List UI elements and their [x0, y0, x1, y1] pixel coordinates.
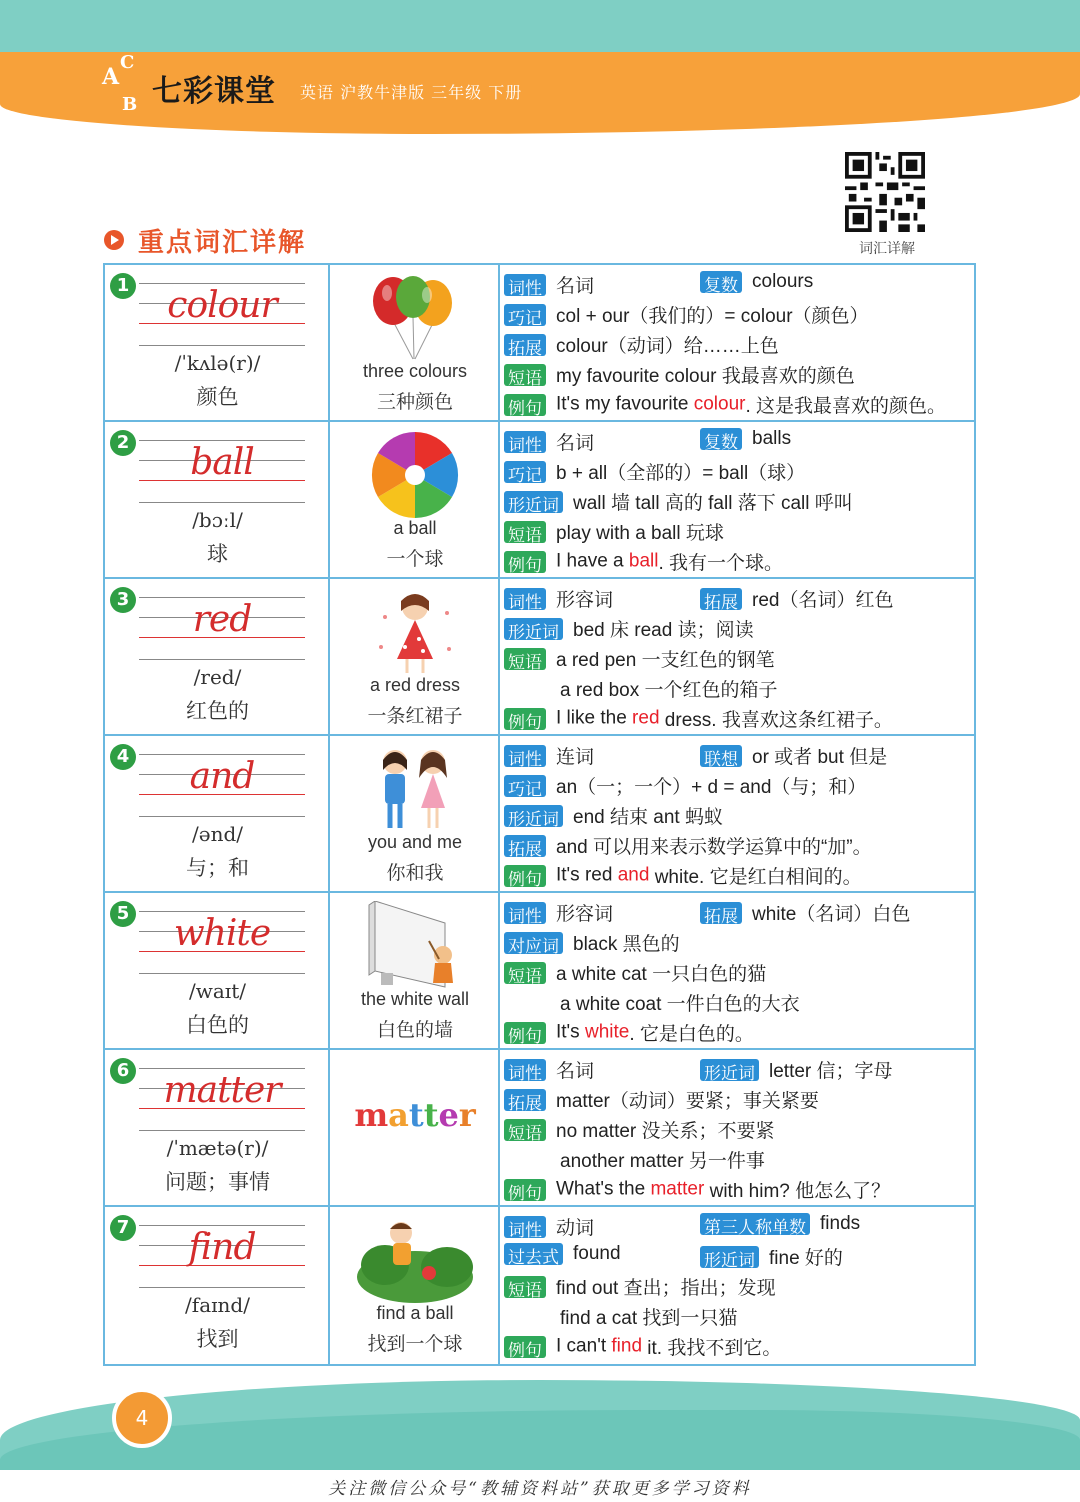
info-line — [504, 989, 800, 1015]
chinese-meaning: 找到 — [196, 1327, 239, 1351]
example-highlight: ball — [628, 550, 659, 572]
guide-line — [139, 659, 305, 660]
info-line — [504, 391, 946, 417]
info-cell — [500, 1207, 974, 1364]
info-line — [504, 488, 853, 514]
info-tag: 拓展 — [700, 588, 742, 610]
footer-note: 关注微信公众号“教辅资料站”获取更多学习资料 — [328, 1479, 752, 1499]
info-tag: 例句 — [504, 865, 546, 887]
info-text: matter（动词）要紧；事关紧要 — [556, 1091, 819, 1112]
info-line — [504, 1019, 754, 1045]
info-text: finds — [820, 1213, 861, 1234]
word-cell — [105, 1050, 330, 1205]
info-tag: 词性 — [504, 1059, 546, 1081]
info-text: or 或者 but 但是 — [752, 747, 888, 768]
entry-number-badge: 2 — [110, 430, 136, 456]
chinese-meaning: 与；和 — [186, 856, 249, 880]
beach-ball-icon — [355, 430, 475, 518]
guide-line — [139, 973, 305, 974]
picture-caption-en: a red dress — [369, 675, 461, 695]
info-line — [504, 1273, 776, 1299]
info-text: found — [573, 1243, 621, 1264]
info-text: red（名词）红色 — [752, 590, 894, 611]
example-text: I like the — [556, 707, 633, 729]
info-tag: 拓展 — [504, 835, 546, 857]
info-col2 — [700, 742, 887, 769]
phonetic: /ənd/ — [192, 822, 243, 846]
example-text: I have a — [556, 550, 629, 572]
entry-number-badge: 1 — [110, 273, 136, 299]
info-text: black 黑色的 — [573, 934, 680, 955]
info-tag: 巧记 — [504, 461, 546, 483]
info-col2 — [700, 1056, 893, 1083]
info-text: find out 查出；指出；发现 — [556, 1278, 776, 1299]
example-text: It's my favourite — [556, 393, 694, 415]
info-tag: 形近词 — [504, 805, 563, 827]
info-tag: 拓展 — [504, 1089, 546, 1111]
example-highlight: matter — [650, 1178, 705, 1200]
info-tag: 形近词 — [504, 618, 563, 640]
two-girls-icon — [355, 744, 475, 832]
info-text: white（名词）白色 — [752, 904, 911, 925]
info-text: 名词 — [556, 276, 595, 297]
info-text: letter 信；字母 — [769, 1061, 893, 1082]
example-text: white. 它是红白相间的。 — [649, 867, 862, 888]
table-row — [105, 265, 974, 422]
info-text: end 结束 ant 蚂蚁 — [573, 807, 723, 828]
info-col2 — [700, 1213, 861, 1238]
info-text: balls — [752, 428, 792, 449]
example-text: . 我有一个球。 — [658, 553, 784, 574]
picture-cell — [330, 893, 500, 1048]
picture-caption-en: a ball — [393, 518, 437, 538]
phonetic: /ˈmætə(r)/ — [166, 1136, 269, 1160]
example-text: . 它是白色的。 — [629, 1024, 754, 1045]
word-cell — [105, 422, 330, 577]
picture-cell — [330, 736, 500, 891]
info-text: 动词 — [556, 1218, 595, 1239]
table-row — [105, 1207, 974, 1364]
info-tag: 短语 — [504, 1119, 546, 1141]
vocab-table — [103, 263, 976, 1366]
info-line — [504, 1333, 781, 1359]
info-col2 — [700, 271, 814, 296]
info-text: a white coat 一件白色的大衣 — [560, 994, 800, 1015]
info-line — [504, 772, 866, 798]
info-line — [504, 645, 775, 671]
entry-number-badge: 3 — [110, 587, 136, 613]
picture-cell — [330, 1050, 500, 1205]
logo-letters — [100, 52, 160, 120]
info-tag: 短语 — [504, 1276, 546, 1298]
info-text: b + all（全部的）= ball（球） — [556, 463, 806, 484]
example-text: with him? 他怎么了？ — [704, 1181, 891, 1202]
guide-line — [139, 283, 305, 284]
guide-line — [139, 440, 305, 441]
matter-letters-icon: matter — [354, 1096, 476, 1134]
vocab-word: colour — [167, 285, 277, 326]
info-text: my favourite colour 我最喜欢的颜色 — [556, 366, 855, 387]
example-text: dress. 我喜欢这条红裙子。 — [659, 710, 893, 731]
guide-line — [139, 1287, 305, 1288]
info-line — [504, 301, 869, 327]
chinese-meaning: 问题；事情 — [165, 1170, 270, 1194]
info-tag: 对应词 — [504, 932, 563, 954]
phonetic: /red/ — [193, 665, 242, 689]
vocab-word: find — [188, 1227, 256, 1268]
info-tag: 巧记 — [504, 304, 546, 326]
page-number: 4 — [112, 1388, 172, 1448]
info-tag: 第三人称单数 — [700, 1213, 810, 1235]
info-line — [504, 271, 814, 299]
example-text: I can't — [556, 1335, 612, 1357]
info-text: wall 墙 tall 高的 fall 落下 call 呼叫 — [573, 493, 853, 514]
info-tag: 过去式 — [504, 1243, 563, 1265]
info-cell — [500, 422, 974, 577]
picture-caption-en: three colours — [362, 361, 468, 381]
word-cell — [105, 265, 330, 420]
info-text: 连词 — [556, 747, 595, 768]
example-highlight: find — [611, 1335, 643, 1357]
info-cell — [500, 1050, 974, 1205]
table-row — [105, 893, 974, 1050]
vocab-word: and — [189, 756, 255, 797]
picture-caption-en: you and me — [367, 832, 463, 852]
picture-caption-cn: 一个球 — [386, 548, 444, 570]
picture-caption-en: the white wall — [360, 989, 470, 1009]
info-text: a red box 一个红色的箱子 — [560, 680, 778, 701]
balloons-icon — [355, 273, 475, 361]
info-tag: 拓展 — [504, 334, 546, 356]
vocab-word: matter — [163, 1070, 281, 1111]
info-tag: 短语 — [504, 521, 546, 543]
info-tag: 词性 — [504, 1216, 546, 1238]
info-tag: 短语 — [504, 364, 546, 386]
info-tag: 词性 — [504, 902, 546, 924]
brand-logo: 七彩课堂 — [152, 74, 276, 109]
word-cell — [105, 579, 330, 734]
info-line — [504, 548, 783, 574]
example-text: it. 我找不到它。 — [642, 1338, 782, 1359]
guide-line — [139, 816, 305, 817]
painting-wall-icon — [355, 901, 475, 989]
info-text: 形容词 — [556, 590, 614, 611]
info-line — [504, 832, 872, 858]
phonetic: /ˈkʌlə(r)/ — [174, 351, 261, 375]
picture-cell — [330, 1207, 500, 1364]
info-cell — [500, 736, 974, 891]
entry-number-badge: 4 — [110, 744, 136, 770]
info-line — [504, 518, 724, 544]
picture-cell — [330, 265, 500, 420]
info-text: 名词 — [556, 433, 595, 454]
info-line — [504, 458, 805, 484]
info-cell — [500, 893, 974, 1048]
info-tag: 复数 — [700, 428, 742, 450]
info-line — [504, 899, 911, 927]
chinese-meaning: 球 — [207, 542, 228, 566]
info-line — [504, 331, 779, 357]
info-line — [504, 742, 888, 770]
phonetic: /faɪnd/ — [185, 1293, 250, 1317]
vocab-word: white — [173, 913, 271, 954]
info-text: an（一；一个）+ d = and（与；和） — [556, 777, 867, 798]
info-text: and 可以用来表示数学运算中的“加”。 — [556, 837, 872, 858]
guide-line — [139, 1225, 305, 1226]
info-line — [504, 1116, 775, 1142]
guide-line — [139, 597, 305, 598]
info-tag: 例句 — [504, 1336, 546, 1358]
info-line — [504, 585, 894, 613]
guide-line — [139, 1068, 305, 1069]
boy-finding-ball-icon — [355, 1215, 475, 1303]
info-line — [504, 361, 855, 387]
info-col2 — [700, 428, 792, 453]
logo-letter: B — [122, 94, 138, 115]
info-tag: 例句 — [504, 1179, 546, 1201]
example-highlight: colour — [693, 393, 746, 415]
info-text: colour（动词）给……上色 — [556, 336, 779, 357]
info-tag: 例句 — [504, 394, 546, 416]
logo-letter: A — [102, 64, 120, 90]
info-tag: 短语 — [504, 962, 546, 984]
info-col2 — [700, 1243, 843, 1270]
example-text: It's — [556, 1021, 585, 1043]
entry-number-badge: 5 — [110, 901, 136, 927]
info-tag: 形近词 — [504, 491, 563, 513]
entry-number-badge: 6 — [110, 1058, 136, 1084]
info-line — [504, 1213, 861, 1241]
table-row — [105, 579, 974, 736]
qr-code-icon[interactable] — [845, 152, 925, 232]
chinese-meaning: 白色的 — [186, 1013, 249, 1037]
guide-line — [139, 754, 305, 755]
picture-caption-en: find a ball — [376, 1303, 454, 1323]
info-line — [504, 1176, 890, 1202]
vocab-word: ball — [190, 442, 254, 483]
info-tag: 词性 — [504, 745, 546, 767]
info-line — [504, 862, 862, 888]
info-col2 — [700, 899, 910, 926]
info-tag: 词性 — [504, 588, 546, 610]
info-tag: 复数 — [700, 271, 742, 293]
chinese-meaning: 颜色 — [196, 385, 239, 409]
info-line — [504, 615, 754, 641]
table-row — [105, 422, 974, 579]
info-text: a red pen 一支红色的钢笔 — [556, 650, 775, 671]
info-line — [504, 428, 792, 456]
girl-red-dress-icon — [355, 587, 475, 675]
table-row — [105, 1050, 974, 1207]
phonetic: /waɪt/ — [189, 979, 246, 1003]
info-line — [504, 1086, 819, 1112]
info-text: col + our（我们的）= colour（颜色） — [556, 306, 869, 327]
info-line — [504, 959, 766, 985]
info-tag: 例句 — [504, 708, 546, 730]
info-line — [504, 705, 893, 731]
info-text: play with a ball 玩球 — [556, 523, 724, 544]
info-text: find a cat 找到一只猫 — [560, 1308, 738, 1329]
guide-line — [139, 502, 305, 503]
qr-caption: 词汇详解 — [859, 241, 915, 257]
info-tag: 词性 — [504, 274, 546, 296]
picture-caption-cn: 你和我 — [386, 862, 444, 884]
info-tag: 巧记 — [504, 775, 546, 797]
guide-line — [139, 345, 305, 346]
info-tag: 形近词 — [700, 1059, 759, 1081]
info-text: 形容词 — [556, 904, 614, 925]
example-text: It's red — [556, 864, 618, 886]
info-text: colours — [752, 271, 814, 292]
example-text: What's the — [556, 1178, 651, 1200]
info-text: 名词 — [556, 1061, 595, 1082]
picture-caption-cn: 一条红裙子 — [367, 705, 463, 727]
section-title: 重点词汇详解 — [138, 228, 307, 258]
info-cell — [500, 579, 974, 734]
picture-cell — [330, 579, 500, 734]
info-line — [504, 675, 778, 701]
info-tag: 例句 — [504, 551, 546, 573]
picture-caption-cn: 找到一个球 — [367, 1333, 463, 1355]
example-text: . 这是我最喜欢的颜色。 — [745, 396, 947, 417]
logo-letter: C — [120, 52, 135, 73]
guide-line — [139, 1130, 305, 1131]
vocab-word: red — [192, 599, 252, 640]
chinese-meaning: 红色的 — [186, 699, 249, 723]
info-tag: 联想 — [700, 745, 742, 767]
word-cell — [105, 736, 330, 891]
example-highlight: red — [632, 707, 660, 729]
info-text: another matter 另一件事 — [560, 1151, 765, 1172]
info-line — [504, 1243, 843, 1271]
play-bullet-icon — [104, 230, 124, 250]
info-text: a white cat 一只白色的猫 — [556, 964, 767, 985]
info-line — [504, 802, 723, 828]
entry-number-badge: 7 — [110, 1215, 136, 1241]
info-col2 — [700, 585, 893, 612]
info-tag: 形近词 — [700, 1246, 759, 1268]
picture-caption-cn: 三种颜色 — [376, 391, 453, 413]
picture-cell — [330, 422, 500, 577]
picture-caption-cn: 白色的墙 — [376, 1019, 453, 1041]
info-text: bed 床 read 读；阅读 — [573, 620, 754, 641]
book-subtitle: 英语 沪教牛津版 三年级 下册 — [300, 83, 523, 102]
info-tag: 拓展 — [700, 902, 742, 924]
phonetic: /bɔːl/ — [192, 508, 243, 532]
word-cell — [105, 1207, 330, 1364]
info-line — [504, 1146, 765, 1172]
info-line — [504, 1056, 893, 1084]
info-line — [504, 929, 680, 955]
info-tag: 短语 — [504, 648, 546, 670]
example-highlight: and — [617, 864, 650, 886]
word-cell — [105, 893, 330, 1048]
info-line — [504, 1303, 737, 1329]
info-text: fine 好的 — [769, 1248, 843, 1269]
info-cell — [500, 265, 974, 420]
info-tag: 词性 — [504, 431, 546, 453]
info-tag: 例句 — [504, 1022, 546, 1044]
guide-line — [139, 911, 305, 912]
example-highlight: white — [584, 1021, 630, 1043]
info-text: no matter 没关系；不要紧 — [556, 1121, 775, 1142]
table-row — [105, 736, 974, 893]
